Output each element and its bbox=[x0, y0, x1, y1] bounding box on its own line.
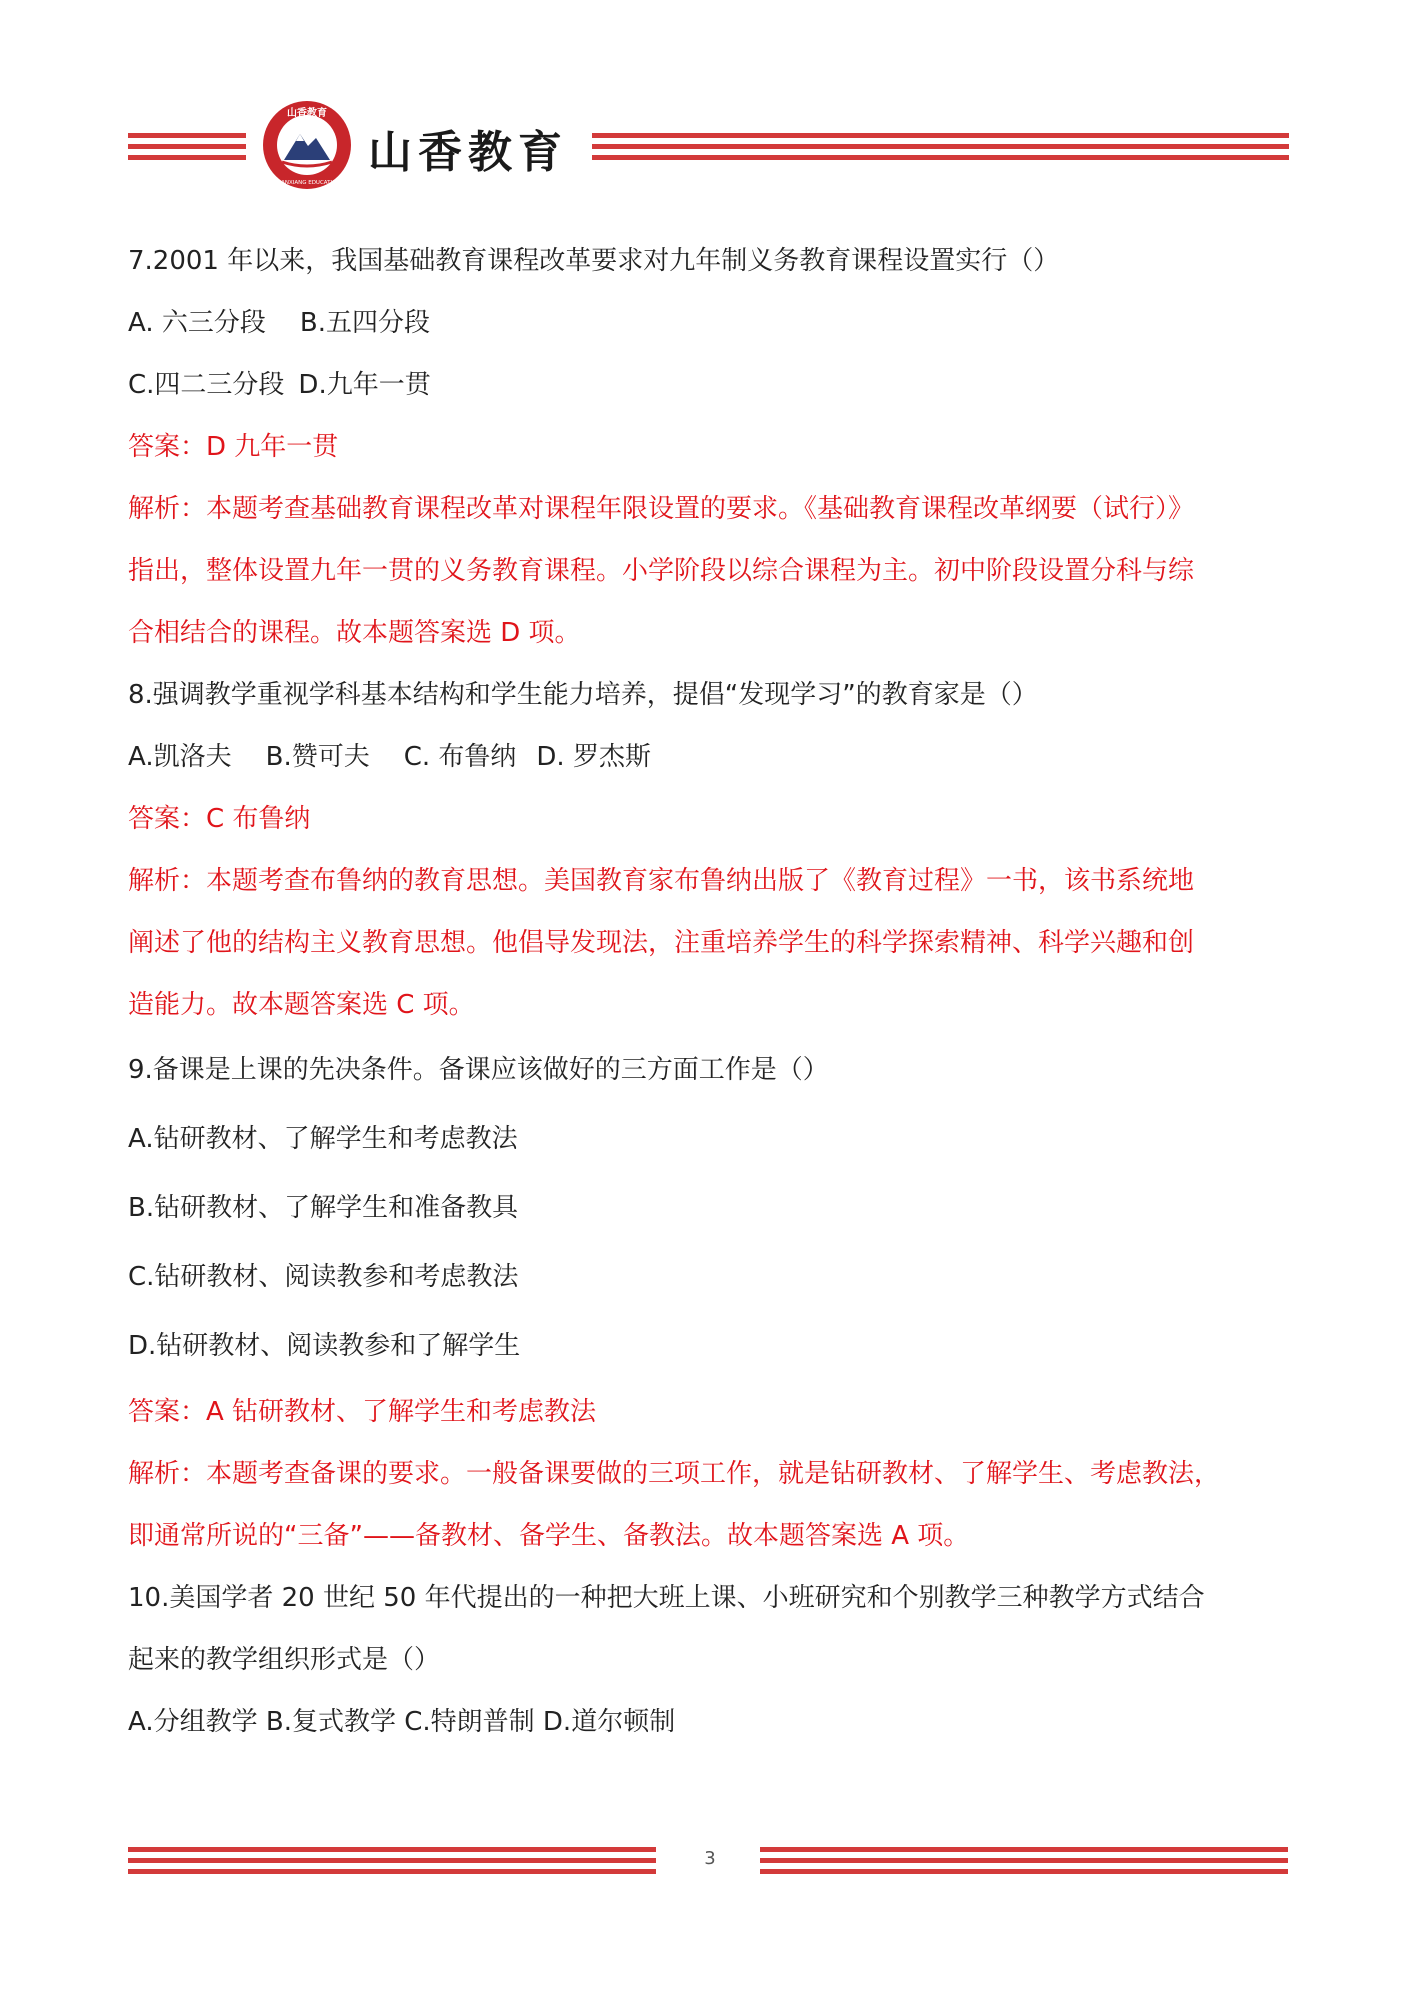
question-7-stem: 7.2001 年以来，我国基础教育课程改革要求对九年制义务教育课程设置实行（） bbox=[128, 246, 1060, 276]
question-9-option-a: A.钻研教材、了解学生和考虑教法 bbox=[128, 1124, 518, 1154]
page-content bbox=[128, 230, 1288, 1753]
question-7-analysis-line-3: 合相结合的课程。故本题答案选 D 项。 bbox=[128, 618, 581, 648]
question-7-options-row-2 bbox=[128, 354, 1288, 416]
footer-stripes-right bbox=[760, 1847, 1288, 1875]
question-8-answer: 答案：C 布鲁纳 bbox=[128, 804, 311, 834]
question-9-analysis-line-2: 即通常所说的“三备”——备教材、备学生、备教法。故本题答案选 A 项。 bbox=[128, 1521, 970, 1551]
question-9-option-d: D.钻研教材、阅读教参和了解学生 bbox=[128, 1331, 521, 1361]
question-8-options-row bbox=[128, 726, 1288, 788]
question-8-analysis-line-1: 解析：本题考查布鲁纳的教育思想。美国教育家布鲁纳出版了《教育过程》一书，该书系统地 bbox=[128, 866, 1195, 896]
header-stripes-right bbox=[592, 133, 1289, 161]
question-8-analysis-line-3: 造能力。故本题答案选 C 项。 bbox=[128, 990, 475, 1020]
question-9-option-b: B.钻研教材、了解学生和准备教具 bbox=[128, 1193, 519, 1223]
question-8-option-d: D. 罗杰斯 bbox=[536, 742, 651, 772]
question-9-option-c: C.钻研教材、阅读教参和考虑教法 bbox=[128, 1262, 519, 1292]
question-7-answer: 答案：D 九年一贯 bbox=[128, 432, 339, 462]
question-10-stem-line-2: 起来的教学组织形式是（） bbox=[128, 1645, 441, 1675]
footer-stripes-left bbox=[128, 1847, 656, 1875]
question-7-option-d: D.九年一贯 bbox=[298, 370, 431, 400]
page-header bbox=[0, 0, 1414, 200]
brand-name: 山香教育 bbox=[368, 127, 568, 178]
question-8-option-a: A.凯洛夫 bbox=[128, 742, 232, 772]
question-7-options-row-1 bbox=[128, 292, 1288, 354]
question-7-option-c: C.四二三分段 bbox=[128, 370, 285, 400]
question-10-options: A.分组教学 B.复式教学 C.特朗普制 D.道尔顿制 bbox=[128, 1707, 676, 1737]
header-stripes-left bbox=[128, 133, 246, 161]
question-7-analysis-line-2: 指出，整体设置九年一贯的义务教育课程。小学阶段以综合课程为主。初中阶段设置分科与综 bbox=[128, 556, 1195, 586]
question-8-option-c: C. 布鲁纳 bbox=[403, 742, 517, 772]
question-7-option-b: B.五四分段 bbox=[299, 308, 430, 338]
question-7-option-a: A. 六三分段 bbox=[128, 308, 266, 338]
question-9-answer: 答案：A 钻研教材、了解学生和考虑教法 bbox=[128, 1397, 597, 1427]
logo-bottom-text: SHANXIANG EDUCATION bbox=[273, 180, 341, 186]
question-9-analysis-line-1: 解析：本题考查备课的要求。一般备课要做的三项工作，就是钻研教材、了解学生、考虑教法， bbox=[128, 1459, 1221, 1489]
question-8-stem: 8.强调教学重视学科基本结构和学生能力培养，提倡“发现学习”的教育家是（） bbox=[128, 680, 1038, 710]
question-8-analysis-line-2: 阐述了他的结构主义教育思想。他倡导发现法，注重培养学生的科学探索精神、科学兴趣和创 bbox=[128, 928, 1195, 958]
question-8-option-b: B.赞可夫 bbox=[265, 742, 370, 772]
logo-top-text: 山香教育 bbox=[287, 108, 327, 119]
page-number: 3 bbox=[704, 1848, 716, 1869]
question-7-analysis-line-1: 解析：本题考查基础教育课程改革对课程年限设置的要求。《基础教育课程改革纲要（试行）》 bbox=[128, 494, 1195, 524]
shanxiang-logo bbox=[262, 100, 352, 190]
question-9-stem: 9.备课是上课的先决条件。备课应该做好的三方面工作是（） bbox=[128, 1055, 829, 1085]
question-10-stem-line-1: 10.美国学者 20 世纪 50 年代提出的一种把大班上课、小班研究和个别教学三种教学方式结合 bbox=[128, 1583, 1205, 1613]
